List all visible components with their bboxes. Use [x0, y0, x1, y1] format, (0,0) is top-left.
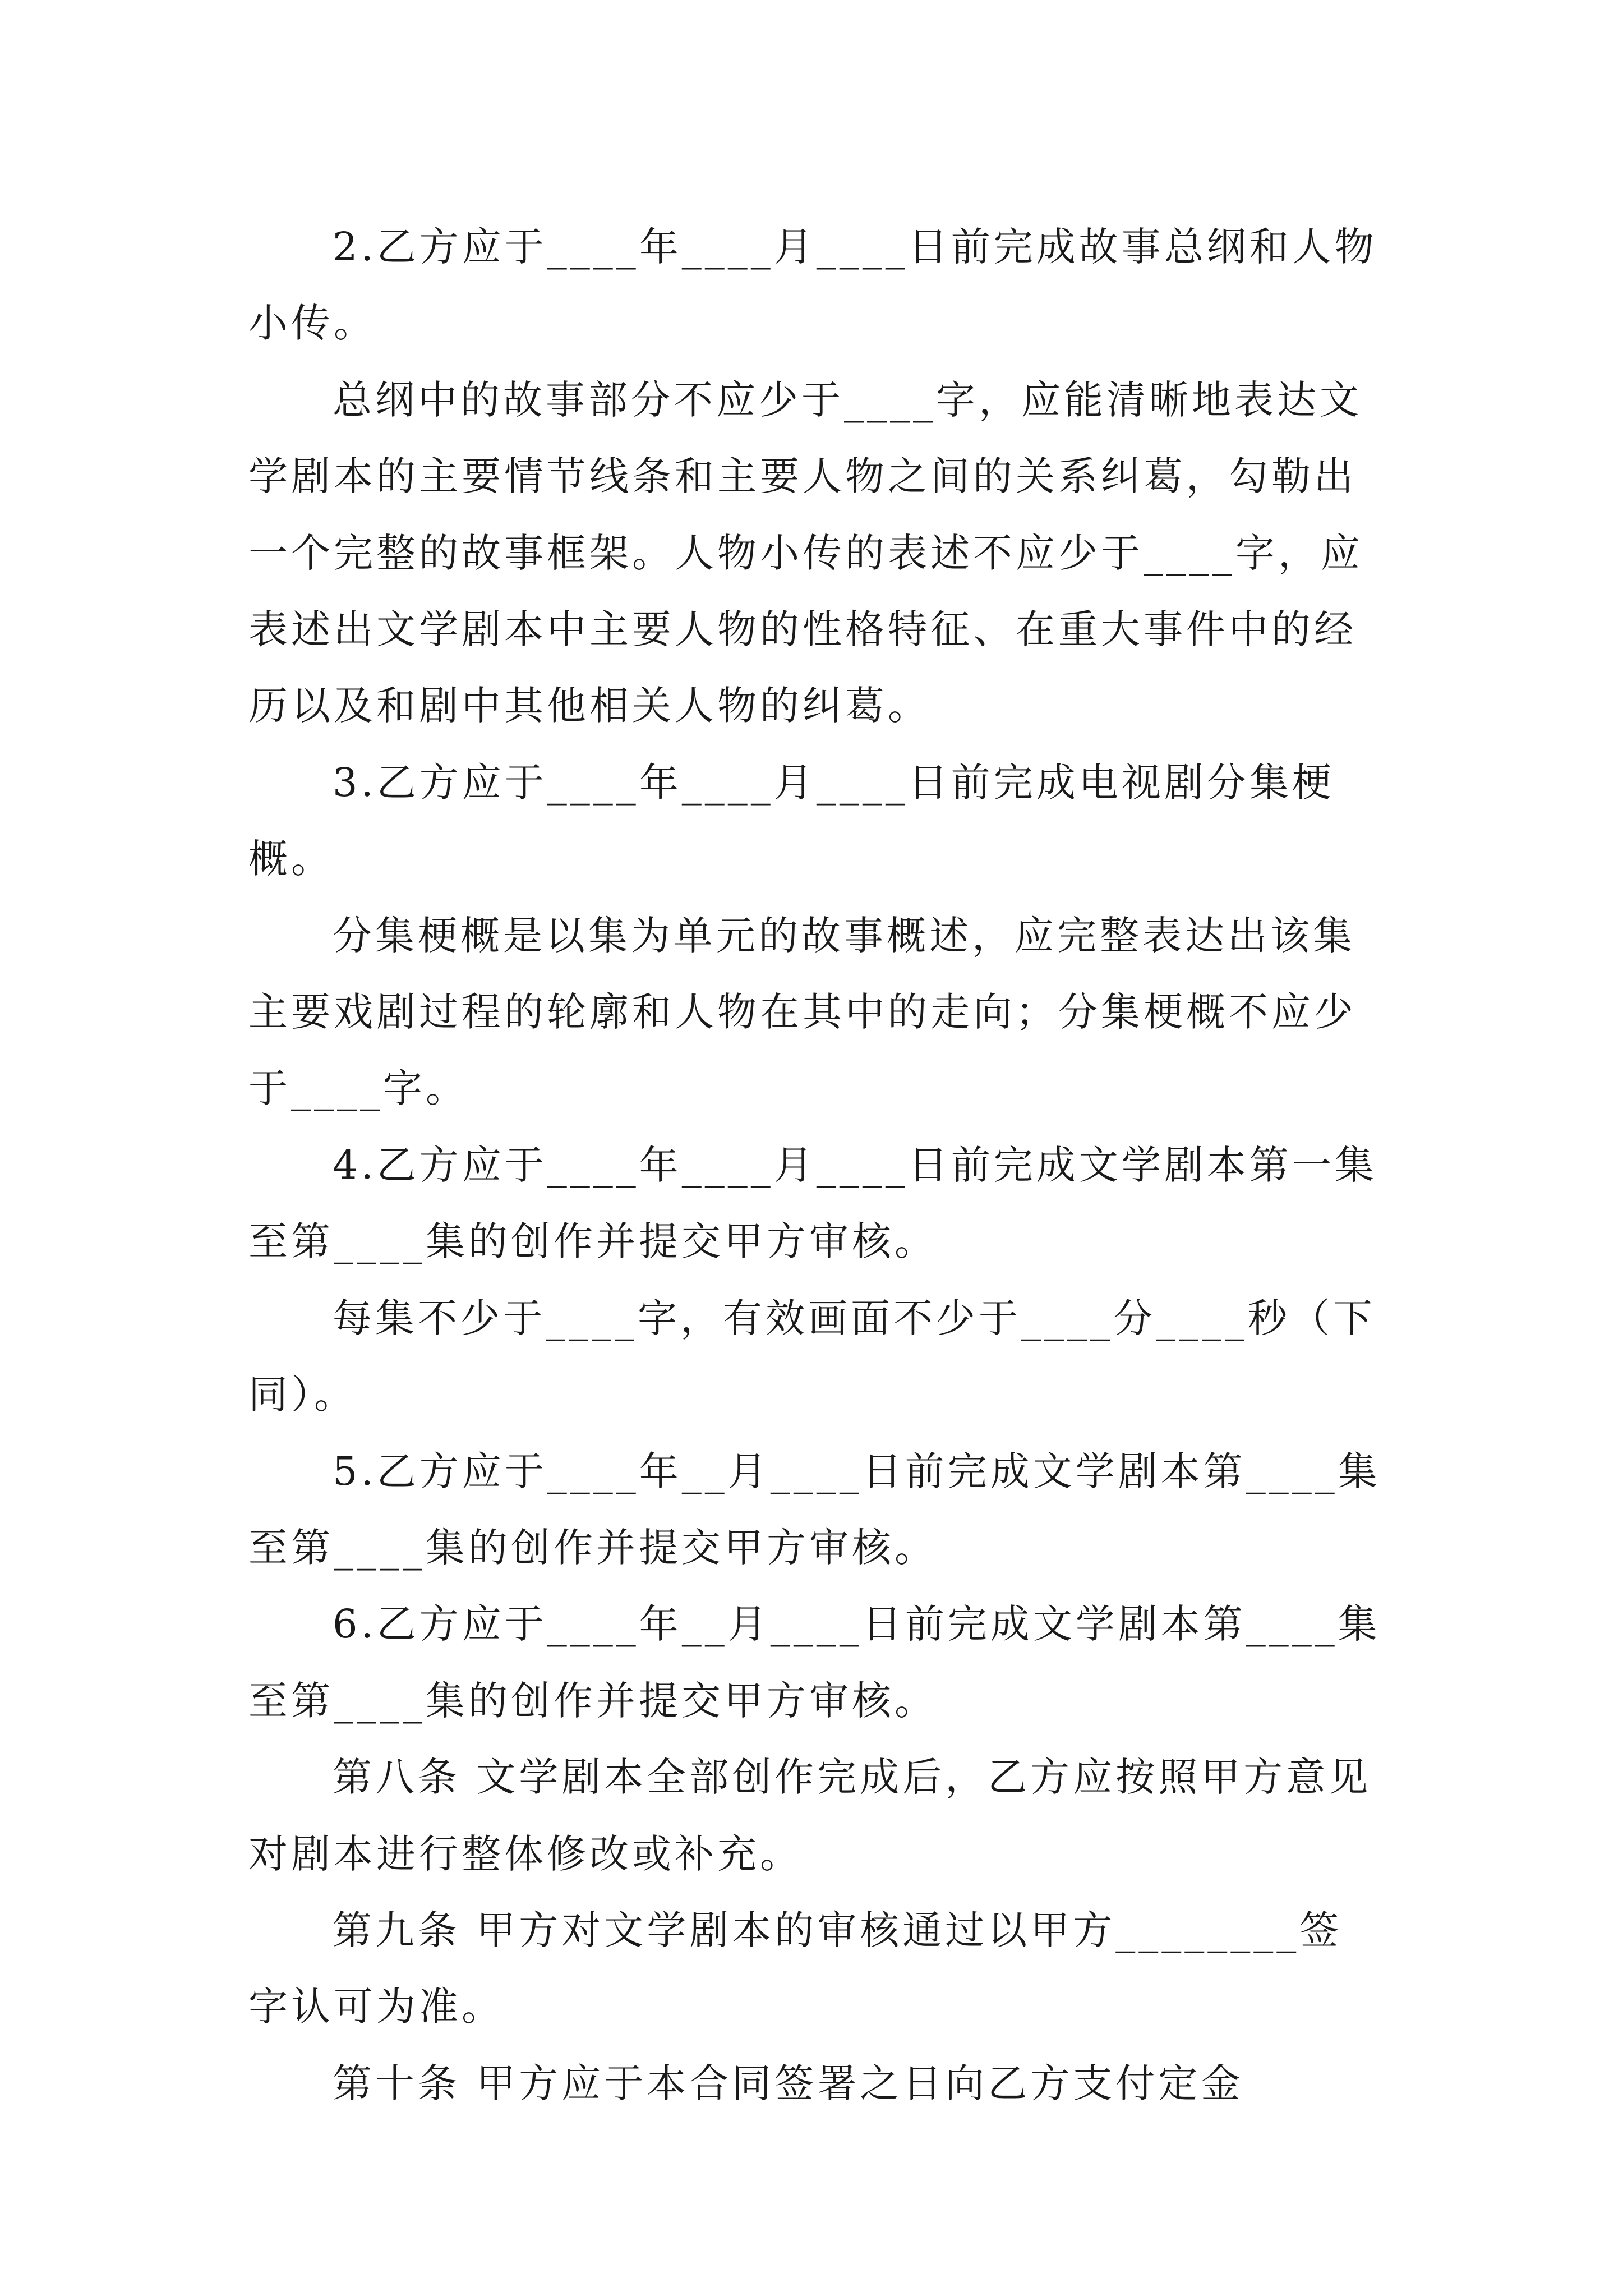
- paragraph-article-10: 第十条 甲方应于本合同签署之日向乙方支付定金: [333, 2060, 1244, 2106]
- paragraph-item-2-outline: 2.乙方应于____年____月____日前完成故事总纲和人物小传。: [248, 224, 1377, 347]
- paragraph-item-6-episodes: 6.乙方应于____年__月____日前完成文学剧本第____集至第____集的创作并提交甲方审核。: [248, 1601, 1381, 1724]
- paragraph-item-3-synopsis: 3.乙方应于____年____月____日前完成电视剧分集梗概。: [248, 759, 1335, 882]
- paragraph-synopsis-requirements: 分集梗概是以集为单元的故事概述，应完整表达出该集主要戏剧过程的轮廓和人物在其中的走向；分集梗概不应少于____字。: [248, 912, 1357, 1112]
- document-body: [248, 209, 1384, 2122]
- paragraph-outline-requirements: 总纲中的故事部分不应少于____字，应能清晰地表达文学剧本的主要情节线条和主要人物之间的关系纠葛，勾勒出一个完整的故事框架。人物小传的表述不应少于____字，应表述出文学剧本中主要人物的性格特征、在重大事件中的经历以及和剧中其他相关人物的纠葛。: [248, 376, 1363, 729]
- paragraph-item-4-first-episodes: 4.乙方应于____年____月____日前完成文学剧本第一集至第____集的创作并提交甲方审核。: [248, 1142, 1377, 1265]
- paragraph-article-9: 第九条 甲方对文学剧本的审核通过以甲方________签字认可为准。: [248, 1907, 1343, 2030]
- paragraph-episode-length: 每集不少于____字，有效画面不少于____分____秒（下同）。: [248, 1295, 1376, 1418]
- paragraph-item-5-episodes: 5.乙方应于____年__月____日前完成文学剧本第____集至第____集的创作并提交甲方审核。: [248, 1448, 1381, 1571]
- paragraph-article-8: 第八条 文学剧本全部创作完成后，乙方应按照甲方意见对剧本进行整体修改或补充。: [248, 1754, 1372, 1877]
